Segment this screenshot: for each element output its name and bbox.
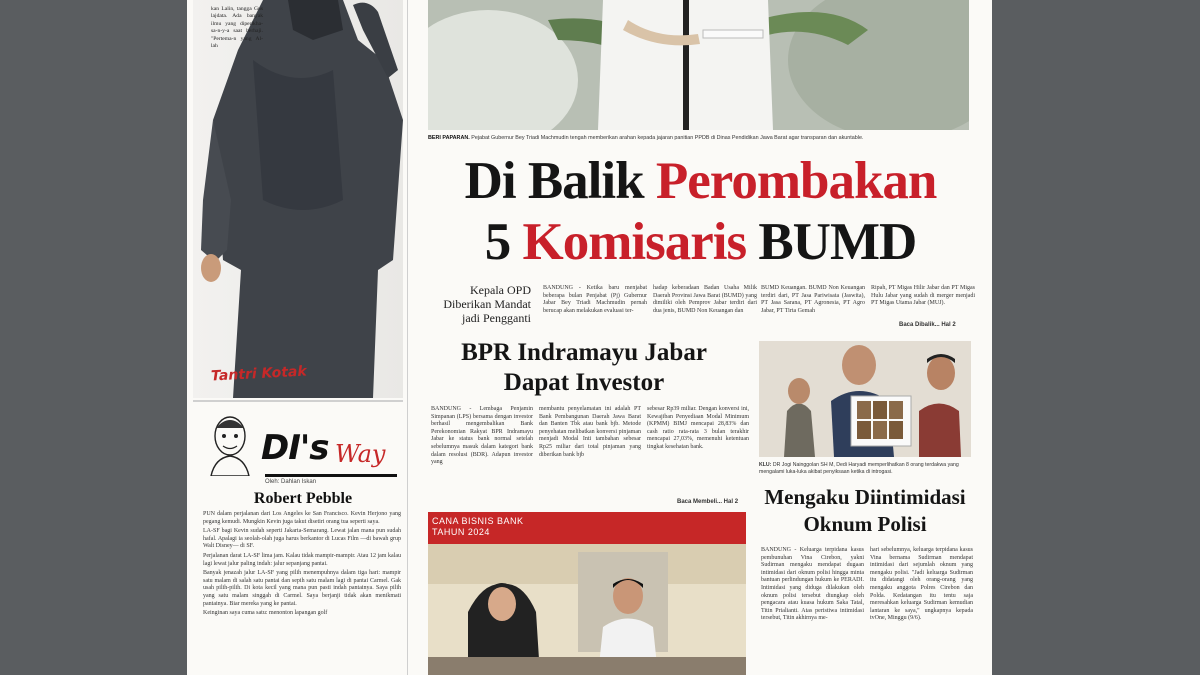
headline-red-part: Komisaris — [522, 213, 747, 271]
top-photo-caption-label: BERI PAPARAN. — [428, 135, 470, 141]
right-story-title: Mengaku Diintimidasi Oknum Polisi — [764, 485, 966, 536]
right-story-column: hari sebelumnya, keluarga terpidana kasus Vina bernama Sudirman mendapat intimidasi dari sejumlah oknum yang mengaku polisi. "Jadi keluarga Sudirman itu didatangi oleh orang-orang yang mengaku anggota Polres Cirebon dan Polda. Kedatangan itu tentu saja meresahkan keluarga Sudirman kemudian lantaran ke saya," ungkapnya kepada tvOne, Minggu (9/6). — [870, 547, 973, 622]
newspaper-page — [187, 0, 992, 675]
right-photo-caption-label: KLU: — [759, 462, 772, 468]
main-story-column: BANDUNG - Ketika baru menjabat beberapa bulan Penjabat (Pj) Gubernur Jabar Bey Triadi Machmudin pernah berucap akan melakukan evaluasi ter- — [543, 285, 647, 314]
event-banner-text — [432, 516, 524, 538]
bpr-story-title: BPR Indramayu Jabar Dapat Investor — [461, 339, 707, 396]
column-separator — [407, 0, 408, 675]
bpr-story-continue: Baca Membeli... Hal 2 — [677, 499, 739, 505]
main-headline-line1 — [423, 151, 978, 211]
main-story-continue: Baca Dibalik... Hal 2 — [899, 322, 956, 328]
column-logo: DI's — [261, 428, 329, 468]
left-caption-fragment: kan Lalin, tangga Gus lajdata. Ada banyak ilmu yang diperikha-sa-n-y-a saat berhaji. "Pertema-n yang Al-lah — [211, 6, 263, 50]
right-story-column: BANDUNG - Keluarga terpidana kasus pembunuhan Vina Cirebon, yakni Sudirman mengaku mendapat dugaan intimidasi dari oknum polisi hingga minta bantuan perlindungan hukum ke PERADI. Intimidasi yang diduga dilakukan oleh oknum polisi tersebut diungkap oleh pengacara atau kuasa hukum Saka Tatal, Titin Prialianti. Atas peristiwa intimidasi tersebut, Titin akhirnya me- — [761, 547, 864, 622]
banner-line: CANA BISNIS BANK — [432, 516, 524, 526]
column-title: Robert Pebble — [253, 490, 353, 507]
main-headline-line2 — [423, 212, 978, 272]
top-news-photo — [428, 0, 969, 130]
column-logo-way: Way — [335, 440, 386, 468]
main-story-column: BUMD Keuangan. BUMD Non Keuangan terdiri dari, PT Jasa Pariwisata (Jaswita), PT Jasa Sarana, PT Agronesia, PT Agro Jabar, PT Tirta Gemah — [761, 285, 865, 314]
top-photo-caption-text: Pejabat Gubernur Bey Triadi Machmudin tengah memberikan arahan kepada jajaran panitian PPDB di Dinas Pendidikan Jawa Barat agar transparan dan akuntable. — [471, 135, 864, 141]
column-paragraph: LA-SF bagi Kevin sudah seperti Jakarta-Semarang. Lewat jalan mana pun sudah hafal. Apalagi ia seolah-olah juga harus berkantor di Lucas Film —di bawah grup Walt Disney— di SF. — [203, 528, 401, 550]
main-story-deck: Kepala OPD Diberikan Mandat jadi Pengganti — [443, 283, 531, 325]
headline-red-part: Perombakan — [655, 152, 937, 210]
column-paragraph: Perjalanan darat LA-SF lima jam. Kalau tidak mampir-mampir. Atau 12 jam kalau lagi lewat jalur paling indah: jalur sepanjang pantai. — [203, 552, 401, 567]
column-body — [203, 511, 401, 620]
bpr-story-column: membantu penyelamatan ini adalah PT Bank Pembangunan Daerah Jawa Barat dan Banten Tbk atau bank bjb. Metode penyehatan melibatkan konversi pinjaman menjadi Modal Inti tambahan sebesar Rp25 miliar dari total pinjaman yang diberikan bank bjb — [539, 406, 641, 458]
column-paragraph: Banyak jenazah jalur LA-SF yang pilih menempuhnya dalam tiga hari: mampir satu malam di salah satu pantai dan sepih satu malam lagi di pantai Carmel. Gak usah pilih-pilih. Di kota kecil yang mana pun pasti indah pantainya. Saya pilih yang satu malam singgah di Carmel. Saya berjanji tidak akan menikmati pantainya. Biar mereka yang ke pantai. — [203, 570, 401, 607]
top-photo-caption — [428, 135, 969, 141]
right-photo-caption-text: DR Jogi Nainggolan SH M, Dedi Haryadi memperlihatkan 8 orang terdakwa yang mengalami luka-luka akibat penyiksaan ketika di introgasi. — [759, 462, 959, 475]
bpr-story-column: sebesar Rp39 miliar. Dengan konversi ini, Kewajiban Penyediaan Modal Minimum (KPMM) BIMJ mencapai 28,83% dan cash ratio rata-rata 3 bulan terakhir mencapai 27,03%, memenuhi ketentuan tingkat kesehatan bank. — [647, 406, 749, 450]
family-press-photo — [759, 341, 971, 457]
headline-black-part: Di Balik — [464, 152, 644, 210]
column-author: Oleh: Dahlan Iskan — [265, 479, 317, 485]
column-paragraph: Keinginan saya cuma satu: menonton lapangan golf — [203, 610, 328, 617]
artist-signature: Tantri Kotak — [210, 363, 308, 385]
hijab-figure-illustration — [193, 0, 403, 398]
column-paragraph: PUN dalam perjalanan dari Los Angeles ke San Francisco. Kevin Herjono yang pegang kemudi. Mungkin Kevin juga takut disetiri orang tua seperti saya. — [203, 511, 401, 525]
hijab-figure-photo — [193, 0, 403, 398]
columnist-portrait-icon — [207, 410, 253, 476]
column-logo-bar — [265, 474, 397, 477]
left-divider — [193, 400, 403, 402]
main-story-column: Ripah, PT Migas Hilir Jabar dan PT Migas Hulu Jabar yang sudah di merger menjadi PT Migas Utama Jabar (MUJ). — [871, 285, 975, 307]
bpr-story-column: BANDUNG - Lembaga Penjamin Simpanan (LPS) bersama dengan investor berhasil mengembalikan Bank Perekonomian Rakyat BPR Indramayu Jabar ke status bank normal setelah sebelumnya masuk dalam kategori bank dalam resolusi (BDR). Adapun investor yang — [431, 406, 533, 466]
main-story-column: hadap keberadaan Badan Usaha Milik Daerah Provinsi Jawa Barat (BUMD) yang dimiliki oleh Pemprov Jabar terdiri dari dua jenis, BUMD Non Keuangan dan — [653, 285, 757, 314]
headline-black-part: BUMD — [758, 213, 917, 271]
banner-line: TAHUN 2024 — [432, 527, 490, 537]
headline-black-part: 5 — [484, 213, 511, 271]
right-photo-caption — [759, 462, 971, 476]
bpr-meeting-photo — [428, 512, 746, 675]
